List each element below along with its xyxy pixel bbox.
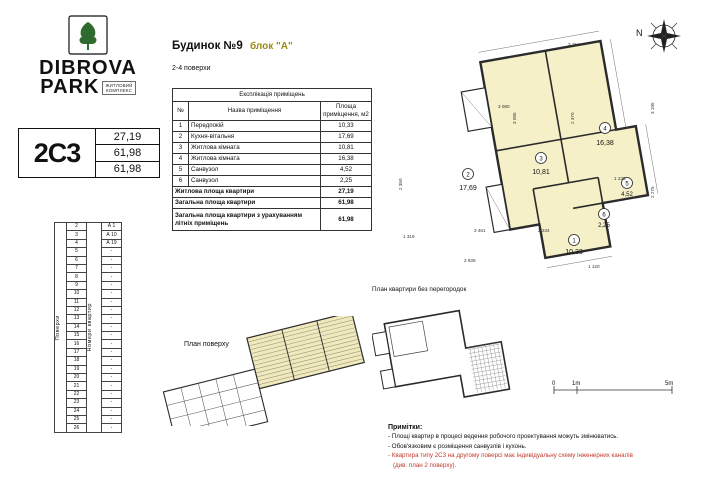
summary-label: Житлова площа квартири — [173, 187, 321, 198]
area-living-value: 27,19 — [95, 129, 159, 144]
room-number: 2 — [173, 132, 189, 143]
floor-number: 4 — [67, 239, 87, 247]
exposition-row — [173, 143, 372, 154]
floor-number: 20 — [67, 374, 87, 382]
room-number: 4 — [173, 154, 189, 165]
floor-number: 21 — [67, 382, 87, 390]
summary-label: Загальна площа квартири з урахуванням літніх приміщень — [173, 209, 321, 231]
apartment-number: - — [102, 264, 122, 272]
col-area: Площа приміщення, м2 — [321, 102, 372, 121]
dim-3195: 3 195 — [650, 102, 655, 114]
apartment-number: - — [102, 407, 122, 415]
exposition-row — [173, 132, 372, 143]
floor-number: 6 — [67, 256, 87, 264]
no-partition-plan — [372, 296, 562, 426]
floor-number: 19 — [67, 365, 87, 373]
col-number: № — [173, 102, 189, 121]
floors-note: 2-4 поверхи — [172, 65, 211, 72]
floor-number: 17 — [67, 348, 87, 356]
apartment-type-box — [18, 128, 160, 178]
room-name: Санвузол — [189, 176, 321, 187]
exposition-row — [173, 121, 372, 132]
room-area: 4,52 — [321, 165, 372, 176]
floors-header-floor: Поверхи — [55, 223, 67, 433]
floor-number: 14 — [67, 323, 87, 331]
notes-title: Примітки: — [388, 424, 423, 431]
room-area-5: 4,52 — [621, 192, 633, 198]
floor-number: 3 — [67, 231, 87, 239]
floor-number: 22 — [67, 390, 87, 398]
col-name: Назва приміщення — [189, 102, 321, 121]
room-badge-4: 4 — [603, 126, 607, 133]
apartment-number: - — [102, 298, 122, 306]
floor-plan-title: План поверху — [184, 341, 229, 348]
exposition-summary-row — [173, 187, 372, 198]
floor-number: 26 — [67, 424, 87, 432]
floor-number: 15 — [67, 332, 87, 340]
apartment-number: - — [102, 248, 122, 256]
logo-brand-line2: PARK — [40, 76, 100, 98]
dim-3154: 3 154 — [568, 42, 580, 47]
logo-subtitle-line2: КОМПЛЕКС — [106, 88, 133, 93]
floor-number: 2 — [67, 223, 87, 231]
dim-2370: 2 370 — [570, 112, 575, 124]
apartment-number: - — [102, 306, 122, 314]
apartment-number: А 19 — [102, 239, 122, 247]
apartment-number: - — [102, 315, 122, 323]
apartment-number: - — [102, 390, 122, 398]
room-area: 10,81 — [321, 143, 372, 154]
floor-number: 11 — [67, 298, 87, 306]
apartment-number: А 10 — [102, 231, 122, 239]
room-name: Кухня-вітальня — [189, 132, 321, 143]
tree-icon — [66, 14, 110, 58]
dim-3085: 3 085 — [512, 112, 517, 124]
notes-block — [388, 424, 698, 471]
floor-number: 10 — [67, 290, 87, 298]
note-red-line-1: - Квартира типу 2С3 на другому поверсі має індивідуальну схему інженерних каналів — [388, 452, 633, 459]
room-number: 5 — [173, 165, 189, 176]
dim-1235: 1 235 — [614, 176, 626, 181]
apartment-number: - — [102, 365, 122, 373]
room-area-1: 10,33 — [565, 249, 583, 256]
apartment-number: - — [102, 415, 122, 423]
dim-2350: 2 350 — [398, 178, 403, 190]
room-area-4: 16,38 — [596, 140, 614, 147]
exposition-summary-row — [173, 209, 372, 231]
floor-number: 12 — [67, 306, 87, 314]
apartment-number: - — [102, 281, 122, 289]
room-badge-5: 5 — [625, 181, 629, 188]
scale-label-zero: 0 — [552, 381, 556, 387]
apartment-number: - — [102, 357, 122, 365]
summary-area: 61,98 — [321, 198, 372, 209]
floor-number: 5 — [67, 248, 87, 256]
room-number: 3 — [173, 143, 189, 154]
room-badge-2: 2 — [466, 172, 470, 179]
summary-label: Загальна площа квартири — [173, 198, 321, 209]
room-area: 17,69 — [321, 132, 372, 143]
apartment-number: - — [102, 290, 122, 298]
exposition-row — [173, 176, 372, 187]
dim-2939: 2 939 — [464, 258, 476, 263]
floors-table — [54, 222, 122, 433]
room-name: Санвузол — [189, 165, 321, 176]
floor-number: 16 — [67, 340, 87, 348]
room-area-2: 17,69 — [459, 185, 477, 192]
note-line-2: - Обов'язковим є розміщення санвузлів і кухонь. — [388, 442, 527, 450]
floor-number: 8 — [67, 273, 87, 281]
apartment-number: - — [102, 332, 122, 340]
scale-label-end: 5m — [665, 381, 674, 387]
room-badge-6: 6 — [602, 212, 606, 219]
floor-number: 18 — [67, 357, 87, 365]
dim-2275: 2 275 — [650, 186, 655, 198]
room-badge-3: 3 — [539, 156, 543, 163]
apartment-number: - — [102, 340, 122, 348]
apartment-number: - — [102, 323, 122, 331]
building-floor-plan — [150, 316, 380, 426]
apartment-number: - — [102, 273, 122, 281]
logo-subtitle — [102, 81, 135, 95]
summary-area: 61,98 — [321, 209, 372, 231]
logo — [18, 14, 158, 98]
exposition-caption: Експлікація приміщень — [173, 89, 372, 102]
room-number: 1 — [173, 121, 189, 132]
no-partition-plan-title: План квартири без перегородок — [372, 286, 467, 293]
room-area: 16,38 — [321, 154, 372, 165]
floor-number: 23 — [67, 399, 87, 407]
room-name: Житлова кімната — [189, 154, 321, 165]
exposition-summary-row — [173, 198, 372, 209]
floors-table-row — [55, 223, 122, 231]
building-title: Будинок №9 — [172, 40, 243, 52]
logo-subtitle-line1: ЖИТЛОВИЙ — [105, 83, 133, 88]
floor-number: 24 — [67, 407, 87, 415]
note-red-line-2: (див. план 2 поверху). — [393, 461, 457, 469]
exposition-table — [172, 88, 372, 231]
apartment-number: - — [102, 424, 122, 432]
room-number: 6 — [173, 176, 189, 187]
dim-2234: 2 234 — [538, 228, 550, 233]
apartment-floor-plan — [378, 28, 694, 290]
room-area-6: 2,25 — [598, 223, 610, 229]
summary-area: 27,19 — [321, 187, 372, 198]
room-badge-1: 1 — [572, 238, 576, 245]
dim-1319: 1 319 — [403, 234, 415, 239]
apartment-number: - — [102, 256, 122, 264]
apartment-number: - — [102, 382, 122, 390]
floor-number: 13 — [67, 315, 87, 323]
apartment-number: - — [102, 348, 122, 356]
floor-number: 7 — [67, 264, 87, 272]
compass-north-label: N — [636, 28, 643, 38]
room-name: Житлова кімната — [189, 143, 321, 154]
room-area: 10,33 — [321, 121, 372, 132]
block-title: блок "А" — [250, 41, 293, 52]
floor-number: 9 — [67, 281, 87, 289]
room-name: Передпокій — [189, 121, 321, 132]
apartment-number: - — [102, 374, 122, 382]
floor-number: 25 — [67, 415, 87, 423]
note-line-1: - Площі квартир в процесі ведення робочого проектування можуть змінюватись. — [388, 433, 619, 440]
area-total-value: 61,98 — [95, 144, 159, 160]
apartment-number: - — [102, 399, 122, 407]
dim-1120: 1 120 — [588, 264, 600, 269]
area-with-balcony-value: 61,98 — [95, 161, 159, 177]
exposition-row — [173, 154, 372, 165]
exposition-row — [173, 165, 372, 176]
dim-3080: 3 080 — [498, 104, 510, 109]
room-area-3: 10,81 — [532, 169, 550, 176]
scale-label-mid: 1m — [572, 381, 581, 387]
apartment-type-code: 2С3 — [33, 137, 81, 168]
logo-brand-line1: DIBROVA — [39, 57, 137, 79]
floors-header-apt: Номери квартир — [87, 223, 102, 433]
scale-bar — [552, 378, 682, 398]
room-area: 2,25 — [321, 176, 372, 187]
dim-3461: 3 461 — [474, 228, 486, 233]
apartment-number: А 1 — [102, 223, 122, 231]
